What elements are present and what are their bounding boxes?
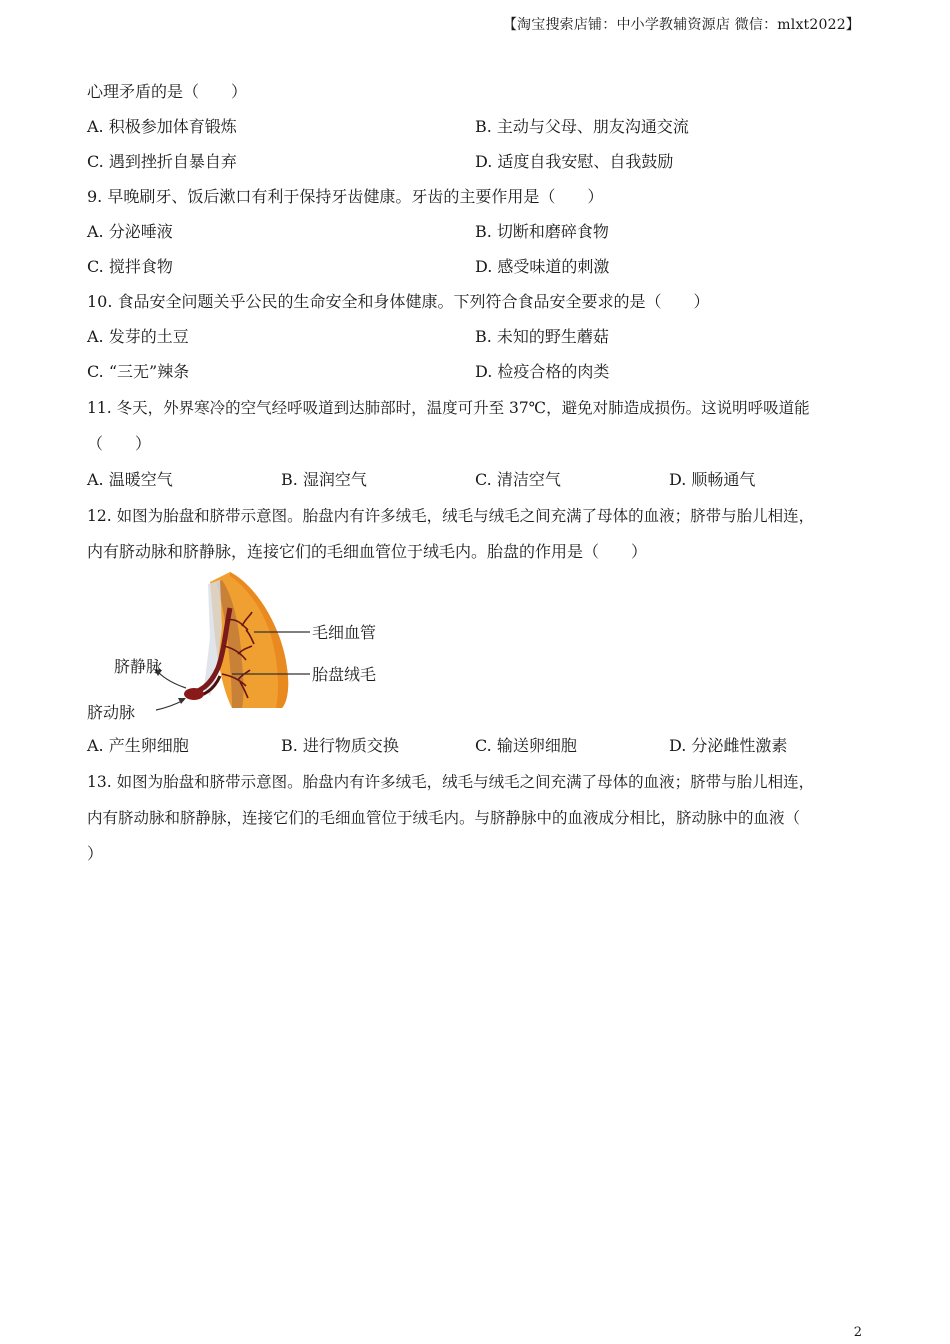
q12-option-d: D. 分泌雌性激素 xyxy=(669,736,788,755)
q11-stem-line1: 11. 冬天，外界寒冷的空气经呼吸道到达肺部时，温度可升至 37℃，避免对肺造成损伤。这说明呼吸道能 xyxy=(87,399,810,417)
q9-stem: 9. 早晚刷牙、饭后漱口有利于保持牙齿健康。牙齿的主要作用是（ ） xyxy=(87,187,604,206)
page-header: 【淘宝搜索店铺：中小学教辅资源店 微信：mlxt2022】 xyxy=(502,17,860,33)
q13-stem-line3: ） xyxy=(87,844,104,863)
q9-option-c: C. 搅拌食物 xyxy=(87,257,173,276)
page-number: 2 xyxy=(853,1325,862,1340)
q11-option-c: C. 清洁空气 xyxy=(475,470,561,489)
q13-stem-line1: 13. 如图为胎盘和脐带示意图。胎盘内有许多绒毛，绒毛与绒毛之间充满了母体的血液；脐带与胎儿相连， xyxy=(87,773,815,791)
q12-stem-line1: 12. 如图为胎盘和脐带示意图。胎盘内有许多绒毛，绒毛与绒毛之间充满了母体的血液；脐带与胎儿相连， xyxy=(87,507,815,525)
cord-section xyxy=(184,688,204,700)
q12-option-c: C. 输送卵细胞 xyxy=(475,736,577,755)
q8-option-c: C. 遇到挫折自暴自弃 xyxy=(87,152,237,171)
q9-option-d: D. 感受味道的刺激 xyxy=(475,257,610,276)
q9-option-b: B. 切断和磨碎食物 xyxy=(475,222,609,241)
label-capillary: 毛细血管 xyxy=(312,623,377,642)
q8-option-d: D. 适度自我安慰、自我鼓励 xyxy=(475,152,674,171)
q8-option-a: A. 积极参加体育锻炼 xyxy=(87,117,237,136)
q9-option-a: A. 分泌唾液 xyxy=(87,222,173,241)
q12-stem-line2: 内有脐动脉和脐静脉，连接它们的毛细血管位于绒毛内。胎盘的作用是（ ） xyxy=(87,542,648,561)
q10-option-a: A. 发芽的土豆 xyxy=(87,327,189,346)
q12-option-a: A. 产生卵细胞 xyxy=(87,736,189,755)
q10-option-b: B. 未知的野生蘑菇 xyxy=(475,327,609,346)
q11-option-a: A. 温暖空气 xyxy=(87,470,173,489)
q10-option-d: D. 检疫合格的肉类 xyxy=(475,362,610,381)
q11-option-b: B. 湿润空气 xyxy=(281,470,367,489)
label-villi: 胎盘绒毛 xyxy=(312,665,377,684)
q13-stem-line2: 内有脐动脉和脐静脉，连接它们的毛细血管位于绒毛内。与脐静脉中的血液成分相比，脐动脉中的血液（ xyxy=(87,809,801,827)
artery-arrowhead xyxy=(178,698,186,704)
q8-stem-tail: 心理矛盾的是（ ） xyxy=(87,82,248,101)
q11-option-d: D. 顺畅通气 xyxy=(669,470,756,489)
q12-option-b: B. 进行物质交换 xyxy=(281,736,399,755)
q8-option-b: B. 主动与父母、朋友沟通交流 xyxy=(475,117,689,136)
placenta-umbilical-figure xyxy=(82,568,402,728)
label-vein: 脐静脉 xyxy=(114,657,163,676)
q10-option-c: C. “三无”辣条 xyxy=(87,362,190,381)
q11-stem-line2: （ ） xyxy=(87,434,152,453)
q10-stem: 10. 食品安全问题关乎公民的生命安全和身体健康。下列符合食品安全要求的是（ ） xyxy=(87,292,710,311)
label-artery: 脐动脉 xyxy=(87,703,136,722)
vein-arrow xyxy=(158,672,186,688)
